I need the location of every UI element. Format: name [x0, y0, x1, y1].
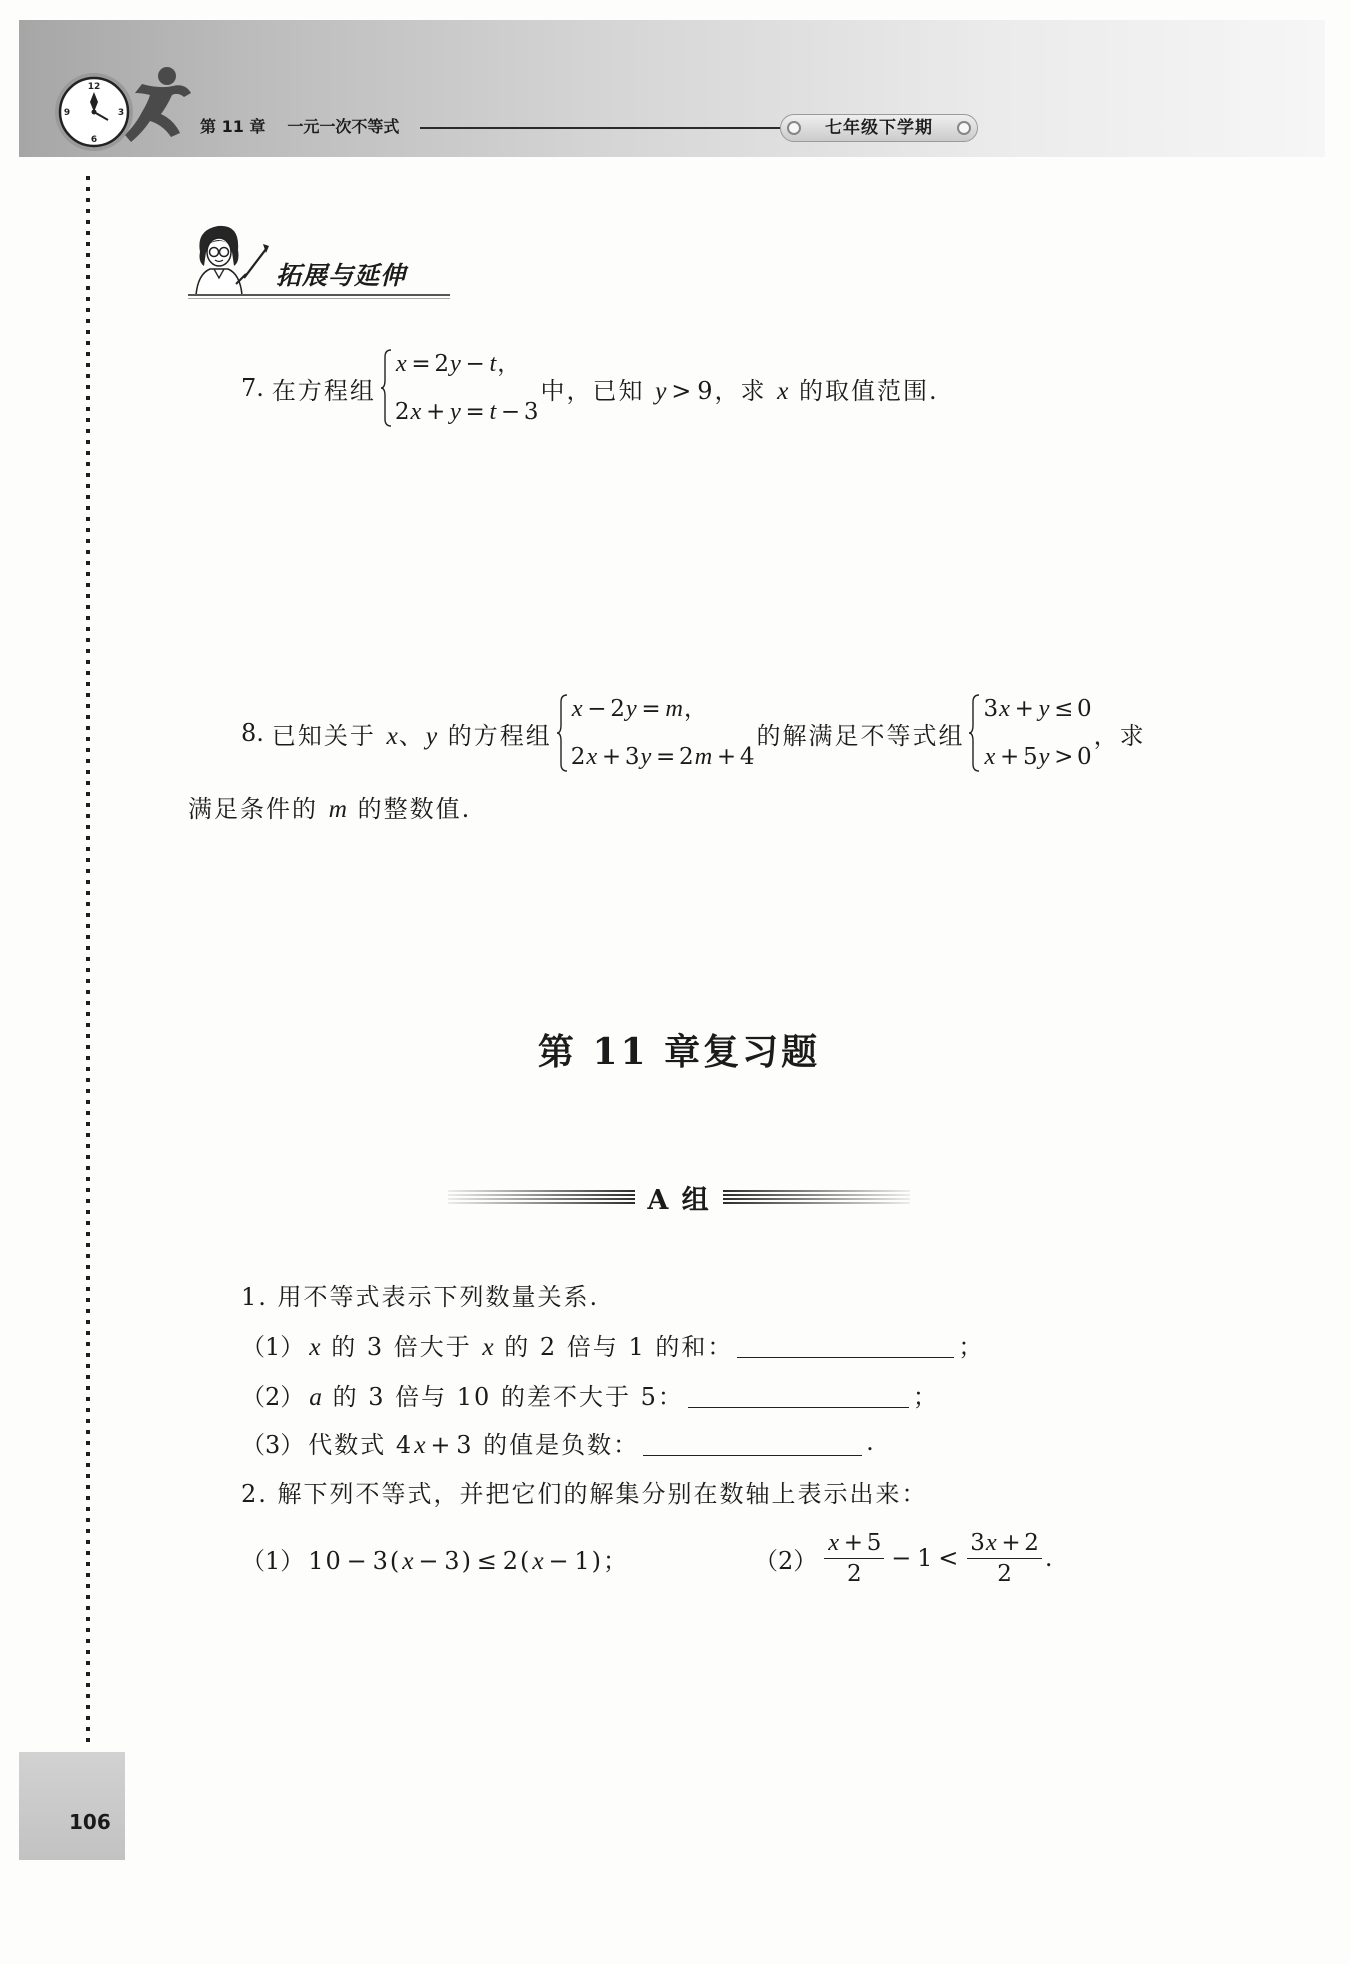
problem-number: 8.	[241, 719, 264, 747]
clock-number-9: 9	[63, 108, 71, 118]
denominator: 2	[847, 1560, 862, 1587]
sub-question-label: （1）	[241, 1332, 305, 1361]
denominator: 2	[997, 1560, 1012, 1587]
brace-icon	[380, 349, 392, 427]
problem-text: 的解满足不等式组	[756, 721, 965, 750]
group-heading	[448, 1180, 910, 1214]
math-variable: x	[386, 720, 398, 750]
equation-line: x − 2y = m，	[571, 695, 707, 722]
math-operator: −	[891, 1544, 914, 1572]
problem-text: 满足条件的 m 的整数值.	[188, 793, 472, 823]
math-operator: >	[671, 376, 694, 405]
teacher-icon	[188, 222, 270, 296]
math-variable: x	[410, 398, 422, 425]
math-variable: t	[489, 398, 497, 425]
clock-runner-logo-icon	[50, 62, 195, 157]
sub-question-label: （1）	[241, 1546, 305, 1575]
header-rule	[420, 127, 782, 129]
chapter-heading	[200, 114, 399, 137]
inequality-expression: 10 − 3(x − 3) ≤ 2(x − 1)；	[308, 1545, 630, 1575]
sub-question-2-1	[241, 1521, 629, 1595]
question-text: 1. 用不等式表示下列数量关系.	[241, 1282, 600, 1311]
math-variable: x	[402, 1545, 414, 1575]
problem-8-continuation	[188, 790, 471, 822]
clock-number-3: 3	[117, 108, 125, 118]
group-decor-left	[448, 1190, 635, 1204]
math-operator: −	[418, 1546, 441, 1575]
math-variable: y	[1038, 695, 1050, 722]
chapter-title: 一元一次不等式	[287, 117, 400, 136]
inequality-lines	[983, 694, 1091, 772]
math-operator: >	[1054, 744, 1074, 770]
math-variable: x	[532, 1545, 544, 1575]
sub-question-label: （3）	[241, 1430, 305, 1459]
math-variable: x	[482, 1331, 494, 1361]
review-title: 第 11 章复习题	[537, 1031, 821, 1073]
sub-question-2-2	[754, 1521, 1055, 1595]
section-underline	[188, 294, 450, 299]
sub-question-text: a 的 3 倍与 10 的差不大于 5：	[309, 1381, 684, 1411]
math-operator: −	[548, 1546, 571, 1575]
math-operator: +	[999, 744, 1020, 770]
brace-icon	[556, 694, 568, 772]
math-operator: +	[1001, 1529, 1021, 1556]
answer-blank	[737, 1331, 954, 1358]
math-variable: x	[586, 743, 598, 770]
math-variable: y	[625, 695, 637, 722]
page-number-box	[19, 1752, 125, 1860]
chapter-label: 第 11 章	[200, 117, 266, 136]
math-operator: ≤	[1054, 696, 1074, 722]
math-variable: y	[450, 398, 461, 425]
problem-text: ，求	[1093, 721, 1146, 750]
section-title: 拓展与延伸	[276, 261, 407, 290]
math-variable: x	[571, 695, 583, 722]
runner-icon	[125, 67, 191, 142]
margin-dotted-line	[86, 176, 90, 1746]
sub-question-1-1	[241, 1328, 984, 1360]
grade-badge	[780, 114, 978, 142]
sub-question-label: （2）	[754, 1546, 818, 1575]
math-variable: m	[694, 743, 713, 770]
math-operator: =	[411, 351, 431, 377]
equation-line: x = 2y − t，	[395, 350, 521, 377]
math-variable: x	[414, 1429, 426, 1459]
math-operator: =	[656, 744, 676, 770]
math-operator: −	[500, 399, 521, 425]
inequality-middle: − 1 <	[887, 1544, 964, 1572]
equation-system	[380, 349, 539, 427]
clock-number-12: 12	[87, 82, 101, 92]
math-variable: x	[984, 743, 996, 770]
math-variable: m	[328, 793, 348, 823]
fraction	[967, 1528, 1042, 1589]
math-variable: x	[777, 375, 789, 405]
sub-question-text: 代数式 4x + 3 的值是负数：	[308, 1429, 640, 1459]
problem-number: 7.	[241, 374, 264, 402]
teacher-body	[196, 269, 242, 295]
equation-lines	[571, 694, 755, 772]
math-operator: +	[843, 1529, 864, 1556]
answer-blank	[688, 1381, 909, 1408]
fraction	[824, 1528, 884, 1589]
problem-7	[241, 348, 939, 428]
math-variable: x	[999, 695, 1010, 722]
question-2-stem	[241, 1475, 928, 1507]
math-operator: =	[641, 696, 661, 722]
math-operator: +	[426, 399, 446, 425]
question-1-stem	[241, 1278, 599, 1310]
sub-question-1-3	[241, 1426, 876, 1458]
math-operator: =	[465, 399, 485, 425]
equation-system	[556, 694, 755, 772]
numerator: x + 5	[824, 1528, 884, 1559]
math-operator: −	[346, 1546, 369, 1575]
problem-8	[241, 693, 1146, 773]
math-operator: +	[601, 744, 622, 770]
math-variable: y	[640, 743, 652, 770]
clock-icon	[55, 73, 133, 151]
problem-text: 在方程组	[271, 376, 376, 405]
math-operator: +	[716, 744, 737, 770]
math-variable: a	[309, 1381, 322, 1411]
brace-icon	[968, 694, 980, 772]
answer-blank	[643, 1429, 862, 1456]
sub-question-1-2	[241, 1378, 939, 1410]
expression-end: .	[1044, 1544, 1055, 1572]
math-operator: ≤	[476, 1546, 499, 1575]
numerator: 3x + 2	[967, 1528, 1042, 1559]
runner-head	[158, 67, 176, 85]
clock-number-6: 6	[90, 135, 98, 145]
math-variable: y	[655, 375, 667, 405]
question-text: 2. 解下列不等式，并把它们的解集分别在数轴上表示出来：	[241, 1479, 928, 1508]
math-variable: y	[425, 720, 438, 750]
math-operator: −	[587, 696, 607, 722]
inequality-line: 3x + y ≤ 0	[983, 695, 1092, 722]
inequality-line: x + 5y > 0	[984, 743, 1092, 770]
badge-circle-right-icon	[957, 121, 971, 135]
math-variable: x	[395, 350, 407, 377]
math-variable: y	[1038, 743, 1050, 770]
math-variable: y	[450, 350, 461, 377]
problem-text: 中，已知 y > 9，求 x 的取值范围.	[540, 375, 939, 405]
group-decor-right	[723, 1190, 910, 1204]
math-variable: x	[309, 1331, 321, 1361]
math-operator: +	[1014, 696, 1034, 722]
equation-line: 2x + 3y = 2m + 4	[570, 743, 755, 770]
page-number: 106	[69, 1810, 111, 1834]
equation-lines	[395, 349, 539, 427]
math-operator: −	[465, 351, 485, 377]
runner-body	[125, 84, 191, 142]
sub-question-label: （2）	[241, 1382, 305, 1411]
problem-text: 已知关于 x、y 的方程组	[271, 720, 552, 750]
math-operator: <	[938, 1544, 961, 1572]
math-variable: m	[665, 695, 683, 722]
inequality-system	[968, 694, 1091, 772]
group-label: A 组	[647, 1184, 711, 1216]
math-variable: x	[985, 1528, 997, 1556]
clock-center	[92, 110, 97, 115]
equation-line: 2x + y = t − 3	[394, 398, 539, 425]
math-variable: x	[828, 1528, 840, 1556]
math-operator: +	[430, 1430, 453, 1459]
sub-question-end: ；	[912, 1382, 939, 1411]
sub-question-end: ；	[958, 1332, 985, 1361]
sub-question-end: .	[866, 1428, 876, 1456]
sub-question-text: x 的 3 倍大于 x 的 2 倍与 1 的和：	[309, 1331, 734, 1361]
grade-text: 七年级下学期	[825, 118, 933, 138]
pointer-stick	[244, 249, 266, 278]
math-variable: t	[489, 350, 497, 377]
